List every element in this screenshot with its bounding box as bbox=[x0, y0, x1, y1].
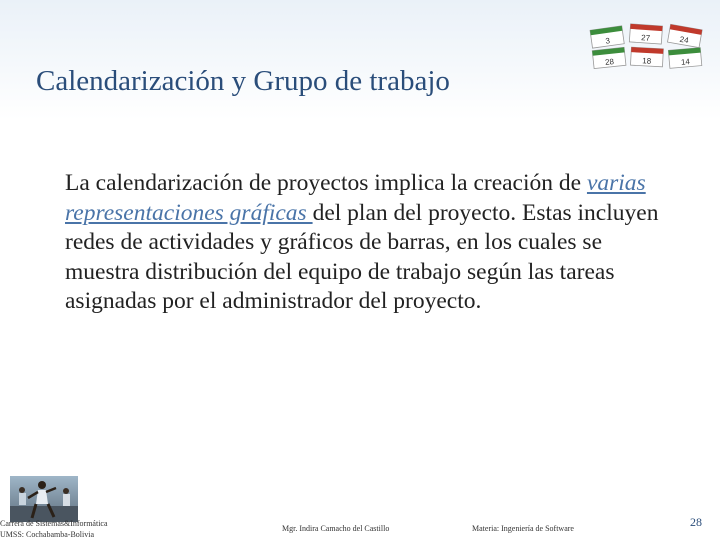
runners-photo bbox=[10, 476, 78, 522]
body-text-end: del plan del proyecto. Estas incluyen redes de actividades y gráficos de barras, en los cuales se muestra distribución del equipo de trabajo según las tareas asignadas por el administrador del proyecto. bbox=[65, 199, 659, 314]
calendar-day-label: 3 bbox=[604, 36, 611, 46]
page-number: 28 bbox=[690, 515, 702, 529]
footer-career: Carrera de Sistemas&Informática bbox=[0, 519, 108, 528]
body-paragraph bbox=[65, 169, 665, 317]
footer-subject: Materia: Ingeniería de Software bbox=[472, 524, 574, 533]
calendar-day-label: 18 bbox=[642, 56, 652, 66]
calendar-day-label: 14 bbox=[680, 57, 691, 67]
footer-institution bbox=[0, 518, 108, 540]
footer-university: UMSS: Cochabamba-Bolivia bbox=[0, 530, 94, 539]
calendar-pages-icon bbox=[585, 22, 707, 70]
slide-title: Calendarización y Grupo de trabajo bbox=[36, 65, 450, 97]
calendar-day-label: 27 bbox=[640, 33, 651, 43]
body-text-start: La calendarización de proyectos implica la creación de bbox=[65, 170, 587, 196]
calendar-day-label: 28 bbox=[604, 57, 615, 67]
footer-author: Mgr. Indira Camacho del Castillo bbox=[282, 524, 390, 533]
calendar-day-label: 24 bbox=[678, 34, 690, 46]
highlighted-phrase: varias representaciones gráficas bbox=[65, 170, 646, 226]
